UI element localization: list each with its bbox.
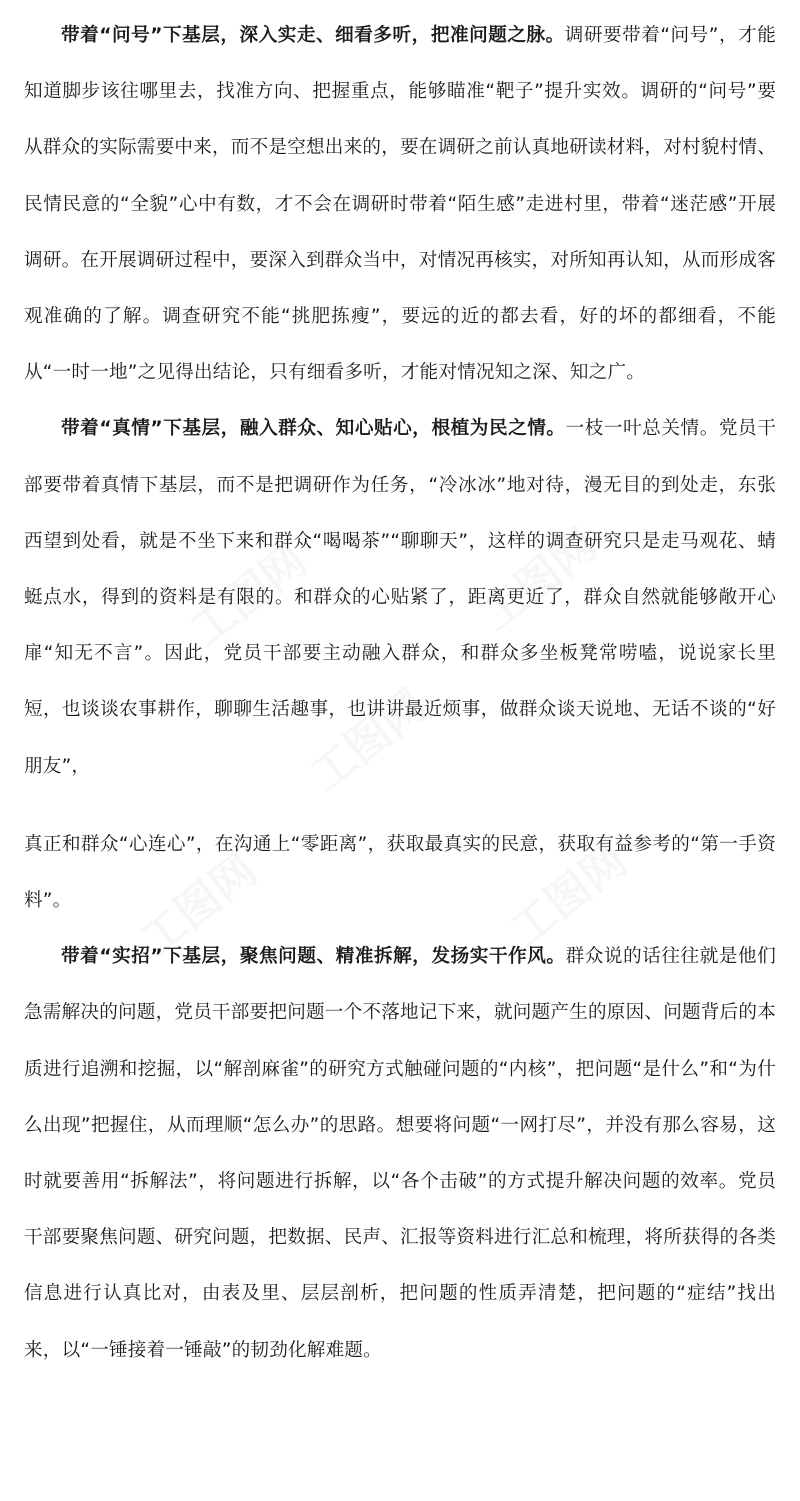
- watermark-text: 工图网: [471, 519, 607, 642]
- watermark-text: 工图网: [501, 834, 637, 957]
- watermark-text: 工图网: [301, 679, 437, 802]
- paragraph-heading: 带着“真情”下基层，融入群众、知心贴心，根植为民之情。: [61, 418, 566, 440]
- paragraph-continuation: [24, 817, 776, 929]
- watermark-text: 工图网: [131, 844, 267, 967]
- paragraph-investigate-with-questions: [24, 8, 776, 401]
- paragraph-spacer: [24, 795, 776, 817]
- paragraph-text: 调研要带着“问号”，才能知道脚步该往哪里去，找准方向、把握重点，能够瞄准“靶子”提升实效。调研的“问号”要从群众的实际需要中来，而不是空想出来的，要在调研之前认真地研读材料，对村貌村情、民情民意的“全貌”心中有数，才不会在调研时带着“陌生感”走进村里，带着“迷茫感”开展调研。在开展调研过程中，要深入到群众当中，对情况再核实，对所知再认知，从而形成客观准确的了解。调查研究不能“挑肥拣瘦”，要远的近的都去看，好的坏的都细看，不能从“一时一地”之见得出结论，只有细看多听，才能对情况知之深、知之广。: [24, 25, 776, 384]
- paragraph-investigate-with-sincerity: [24, 401, 776, 794]
- article-body: [24, 8, 776, 1379]
- paragraph-text: 一枝一叶总关情。党员干部要带着真情下基层，而不是把调研作为任务，“冷冰冰”地对待，漫无目的到处走，东张西望到处看，就是不坐下来和群众“喝喝茶”“聊聊天”，这样的调查研究只是走马观花、蜻蜓点水，得到的资料是有限的。和群众的心贴紧了，距离更近了，群众自然就能够敞开心扉“知无不言”。因此，党员干部要主动融入群众，和群众多坐板凳常唠嗑，说说家长里短，也谈谈农事耕作，聊聊生活趣事，也讲讲最近烦事，做群众谈天说地、无话不谈的“好朋友”，: [24, 418, 776, 777]
- paragraph-investigate-with-solutions: [24, 929, 776, 1379]
- paragraph-text: 群众说的话往往就是他们急需解决的问题，党员干部要把问题一个不落地记下来，就问题产生的原因、问题背后的本质进行追溯和挖掘，以“解剖麻雀”的研究方式触碰问题的“内核”，把问题“是什么”和“为什么出现”把握住，从而理顺“怎么办”的思路。想要将问题“一网打尽”，并没有那么容易，这时就要善用“拆解法”，将问题进行拆解，以“各个击破”的方式提升解决问题的效率。党员干部要聚焦问题、研究问题，把数据、民声、汇报等资料进行汇总和梳理，将所获得的各类信息进行认真比对，由表及里、层层剖析，把问题的性质弄清楚，把问题的“症结”找出来，以“一锤接着一锤敲”的韧劲化解难题。: [24, 946, 776, 1361]
- paragraph-heading: 带着“问号”下基层，深入实走、细看多听，把准问题之脉。: [61, 25, 565, 46]
- paragraph-text: 真正和群众“心连心”，在沟通上“零距离”，获取最真实的民意，获取有益参考的“第一手资料”。: [24, 833, 776, 912]
- paragraph-heading: 带着“实招”下基层，聚焦问题、精准拆解，发扬实干作风。: [61, 946, 566, 968]
- watermark-text: 工图网: [181, 534, 317, 657]
